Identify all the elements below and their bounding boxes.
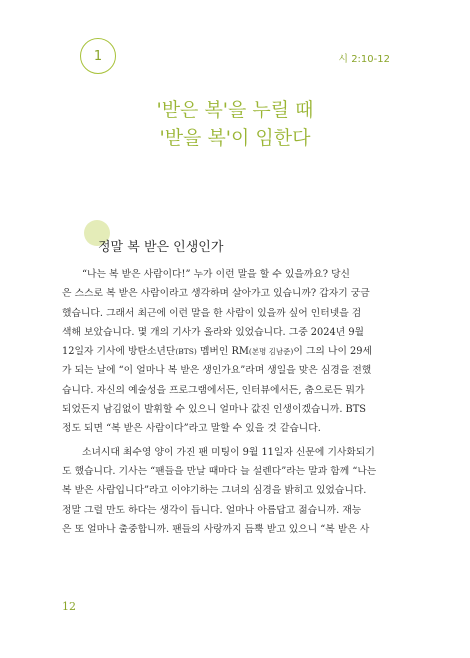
text-run: 멤버인 RM [196, 346, 249, 358]
body-text [62, 265, 406, 543]
text-line: 했습니다. 그래서 최근에 이런 말을 한 사람이 있을까 싶어 인터넷을 검 [62, 307, 362, 319]
section-title: 정말 복 받은 인생인가 [98, 240, 224, 255]
text-line [62, 342, 406, 361]
text-line: 은 또 얼마나 출중합니까. 팬들의 사랑까지 듬뿍 받고 있으니 “복 받은 사 [62, 523, 370, 535]
text-run: 이 그의 나이 29세 [293, 346, 372, 358]
paragraph-1 [62, 265, 406, 439]
scripture-reference: 시 2:10-12 [338, 54, 390, 65]
paragraph-2 [62, 443, 406, 539]
page-number: 12 [62, 600, 76, 613]
text-line: 가 되는 날에 “이 얼마나 복 받은 생인가요”라며 생일을 맞은 심경을 전했 [62, 365, 372, 377]
text-line: 정말 그럴 만도 하다는 생각이 듭니다. 얼마나 아름답고 젊습니까. 재능 [62, 504, 362, 516]
text-line: 은 스스로 복 받은 사람이라고 생각하며 살아가고 있습니까? 갑자기 궁금 [62, 288, 370, 300]
chapter-title [0, 96, 470, 152]
chapter-number: 1 [93, 48, 103, 64]
text-line: 되었든지 남김없이 발휘할 수 있으니 얼마나 값진 인생이겠습니까. BTS [62, 404, 366, 416]
text-line: 색해 보았습니다. 몇 개의 기사가 올라와 있었습니다. 그중 2024년 9월 [62, 326, 365, 338]
chapter-title-line2: '받을 복'이 임한다 [159, 127, 311, 149]
text-line: “나는 복 받은 사람이다!” 누가 이런 말을 할 수 있을까요? 당신 [82, 269, 351, 280]
text-line: 습니다. 자신의 예술성을 프로그램에서든, 인터뷰에서든, 춤으로든 뭐가 [62, 384, 365, 396]
chapter-title-line1: '받은 복'을 누릴 때 [156, 99, 314, 121]
text-run-small: (본명 김남준) [248, 347, 294, 357]
text-run-small: (BTS) [175, 347, 197, 357]
text-line: 도 했습니다. 기사는 “팬들을 만날 때마다 늘 설렌다”라는 말과 함께 “나는 [62, 465, 377, 477]
text-line: 정도 되면 “복 받은 사람이다”라고 말할 수 있을 것 같습니다. [62, 423, 321, 435]
text-line: 복 받은 사람입니다”라고 이야기하는 그녀의 심경을 밝히고 있었습니다. [62, 485, 367, 497]
text-line: 소녀시대 최수영 양이 가진 팬 미팅이 9월 11일자 신문에 기사화되기 [82, 446, 375, 458]
text-run: 12일자 기사에 방탄소년단 [62, 346, 176, 358]
chapter-number-badge [80, 38, 116, 74]
